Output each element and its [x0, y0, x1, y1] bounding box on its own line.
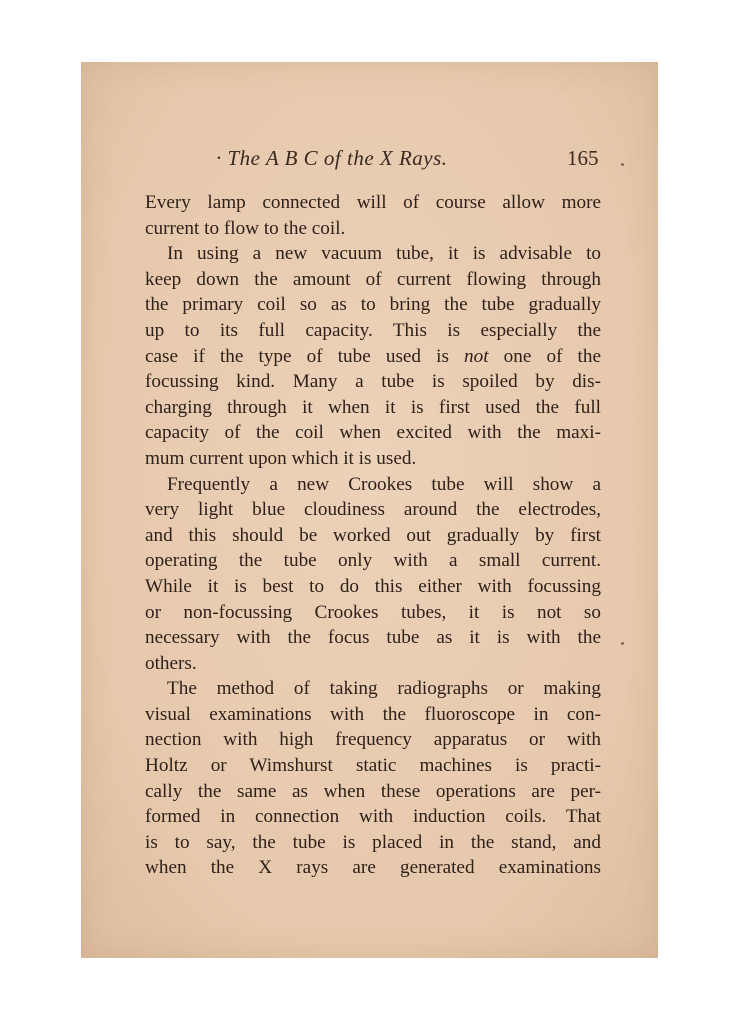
text-line: and this should be worked out gradually by first [145, 524, 601, 546]
text-line: Every lamp connected will of course allow more [145, 192, 601, 213]
text-line: keep down the amount of current flowing through [145, 268, 601, 290]
text-line: necessary with the focus tube as it is with the [145, 627, 601, 649]
text-line: nection with high frequency apparatus or with [145, 729, 601, 751]
page-header [81, 144, 658, 174]
text-line: or non-focussing Crookes tubes, it is not so [145, 601, 601, 623]
text-line: capacity of the coil when excited with the maxi- [145, 422, 601, 444]
text-line: formed in connection with induction coils. That [145, 806, 601, 828]
text-line-with-emphasis [145, 344, 601, 370]
book-page [81, 62, 658, 958]
text-line: the primary coil so as to bring the tube gradually [145, 294, 601, 316]
paragraph-2 [145, 241, 601, 471]
body-text [145, 190, 601, 881]
paragraph-3 [145, 472, 601, 677]
running-title: · The A B C of the X Rays. [216, 146, 448, 170]
text-line: Frequently a new Crookes tube will show a [167, 473, 601, 495]
text-line: very light blue cloudiness around the electrodes, [145, 499, 601, 521]
text-line: up to its full capacity. This is especially the [145, 319, 601, 341]
text-line: Holtz or Wimshurst static machines is practi- [145, 755, 601, 777]
page-speck [621, 163, 624, 166]
text-segment: case if the type of tube used is [145, 345, 465, 367]
text-line: focussing kind. Many a tube is spoiled by dis- [145, 371, 601, 393]
text-line: visual examinations with the fluoroscope in con- [145, 703, 601, 725]
page-number: 165 [567, 146, 599, 170]
page-speck [621, 642, 624, 645]
paragraph-4 [145, 676, 601, 881]
text-line: The method of taking radiographs or making [167, 678, 601, 700]
text-line: when the X rays are generated examinations [145, 857, 601, 879]
text-line: In using a new vacuum tube, it is advisable to [167, 243, 601, 265]
text-line: While it is best to do this either with focussing [145, 575, 601, 597]
text-line: current to flow to the coil. [145, 217, 346, 239]
emphasis-word: not [464, 345, 489, 367]
text-line: is to say, the tube is placed in the stand, and [145, 831, 601, 853]
text-line: charging through it when it is first used the full [145, 396, 601, 418]
paragraph-1 [145, 190, 601, 241]
text-line: operating the tube only with a small current. [145, 550, 601, 572]
text-line: others. [145, 652, 197, 674]
text-line: mum current upon which it is used. [145, 447, 417, 469]
text-segment: one of the [488, 345, 601, 367]
text-line: cally the same as when these operations are per- [145, 780, 601, 802]
